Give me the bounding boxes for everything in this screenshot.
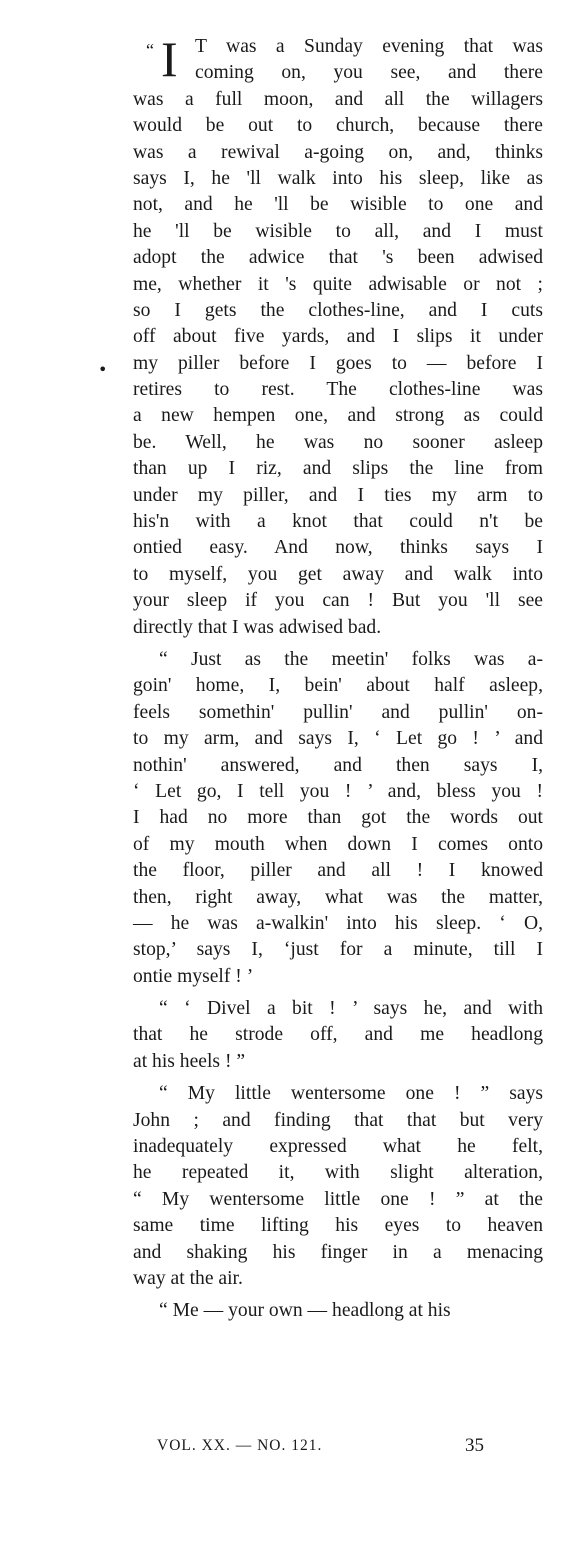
text-line: nothin' answered, and then says I, bbox=[133, 754, 543, 776]
text-line: ‘ Let go, I tell you ! ’ and, bless you ! bbox=[133, 780, 543, 802]
text-line: of my mouth when down I comes onto bbox=[133, 833, 543, 855]
text-line: would be out to church, because there bbox=[133, 115, 543, 137]
text-line: retires to rest. The clothes-line was bbox=[133, 379, 543, 401]
text-column bbox=[133, 31, 543, 1331]
text-line: be. Well, he was no sooner asleep bbox=[133, 431, 543, 453]
text-line: was a rewival a-going on, and, thinks bbox=[133, 141, 543, 163]
text-line: my piller before I goes to — before I bbox=[133, 352, 543, 374]
text-line: says I, he 'll walk into his sleep, like as bbox=[133, 167, 543, 189]
paragraphs bbox=[133, 31, 543, 1325]
text-line: your sleep if you can ! But you 'll see bbox=[133, 590, 543, 612]
drop-cap: I bbox=[161, 31, 178, 87]
page-number: 35 bbox=[465, 1435, 484, 1456]
paragraph bbox=[133, 1298, 543, 1324]
text-line: under my piller, and I ties my arm to bbox=[133, 484, 543, 506]
text-line: “ My little wentersome one ! ” says bbox=[159, 1083, 543, 1105]
text-line: stop,’ says I, ‘just for a minute, till I bbox=[133, 939, 543, 961]
text-line: a new hempen one, and strong as could bbox=[133, 405, 543, 427]
text-line: than up I riz, and slips the line from bbox=[133, 458, 543, 480]
text-line: directly that I was adwised bad. bbox=[133, 616, 382, 638]
text-line: way at the air. bbox=[133, 1267, 243, 1289]
text-line: me, whether it 's quite adwisable or not ; bbox=[133, 273, 543, 295]
volume-number: VOL. XX. — NO. 121. bbox=[157, 1437, 323, 1454]
text-line: adopt the adwice that 's been adwised bbox=[133, 247, 543, 269]
text-line: not, and he 'll be wisible to one and bbox=[133, 194, 543, 216]
stray-mark: • bbox=[98, 360, 108, 379]
text-line: his'n with a knot that could n't be bbox=[133, 511, 543, 533]
text-line: the floor, piller and all ! I knowed bbox=[133, 860, 543, 882]
paragraph bbox=[133, 647, 543, 990]
paragraph bbox=[133, 31, 543, 641]
paragraph bbox=[133, 1081, 543, 1292]
text-line: that he strode off, and me headlong bbox=[133, 1024, 543, 1046]
text-line: so I gets the clothes-line, and I cuts bbox=[133, 299, 543, 321]
text-line: then, right away, what was the matter, bbox=[133, 886, 543, 908]
text-line: “ Me — your own — headlong at his bbox=[159, 1300, 451, 1322]
text-line: John ; and finding that that but very bbox=[133, 1109, 543, 1131]
opening-quote: “ bbox=[146, 40, 154, 60]
text-line: I had no more than got the words out bbox=[133, 807, 543, 829]
text-line: feels somethin' pullin' and pullin' on- bbox=[133, 701, 543, 723]
text-line: was a full moon, and all the willagers bbox=[133, 88, 543, 110]
text-line: T was a Sunday evening that was bbox=[195, 36, 543, 57]
text-line: he repeated it, with slight alteration, bbox=[133, 1162, 543, 1184]
text-line: “ My wentersome little one ! ” at the bbox=[133, 1188, 543, 1210]
text-line: — he was a-walkin' into his sleep. ‘ O, bbox=[133, 912, 543, 934]
text-line: and shaking his finger in a menacing bbox=[133, 1241, 543, 1263]
text-line: “ ‘ Divel a bit ! ’ says he, and with bbox=[159, 998, 543, 1020]
text-line: same time lifting his eyes to heaven bbox=[133, 1215, 543, 1237]
text-line: he 'll be wisible to all, and I must bbox=[133, 220, 543, 242]
text-line: ontie myself ! ’ bbox=[133, 965, 254, 987]
text-line: to my arm, and says I, ‘ Let go ! ’ and bbox=[133, 728, 543, 750]
text-line: off about five yards, and I slips it under bbox=[133, 326, 543, 348]
text-line: coming on, you see, and there bbox=[195, 62, 543, 84]
text-line: inadequately expressed what he felt, bbox=[133, 1136, 543, 1158]
text-line: at his heels ! ” bbox=[133, 1050, 246, 1072]
text-line: goin' home, I, bein' about half asleep, bbox=[133, 675, 543, 697]
text-line: “ Just as the meetin' folks was a- bbox=[159, 648, 543, 670]
paragraph bbox=[133, 996, 543, 1075]
text-line: ontied easy. And now, thinks says I bbox=[133, 537, 543, 559]
text-line: to myself, you get away and walk into bbox=[133, 563, 543, 585]
